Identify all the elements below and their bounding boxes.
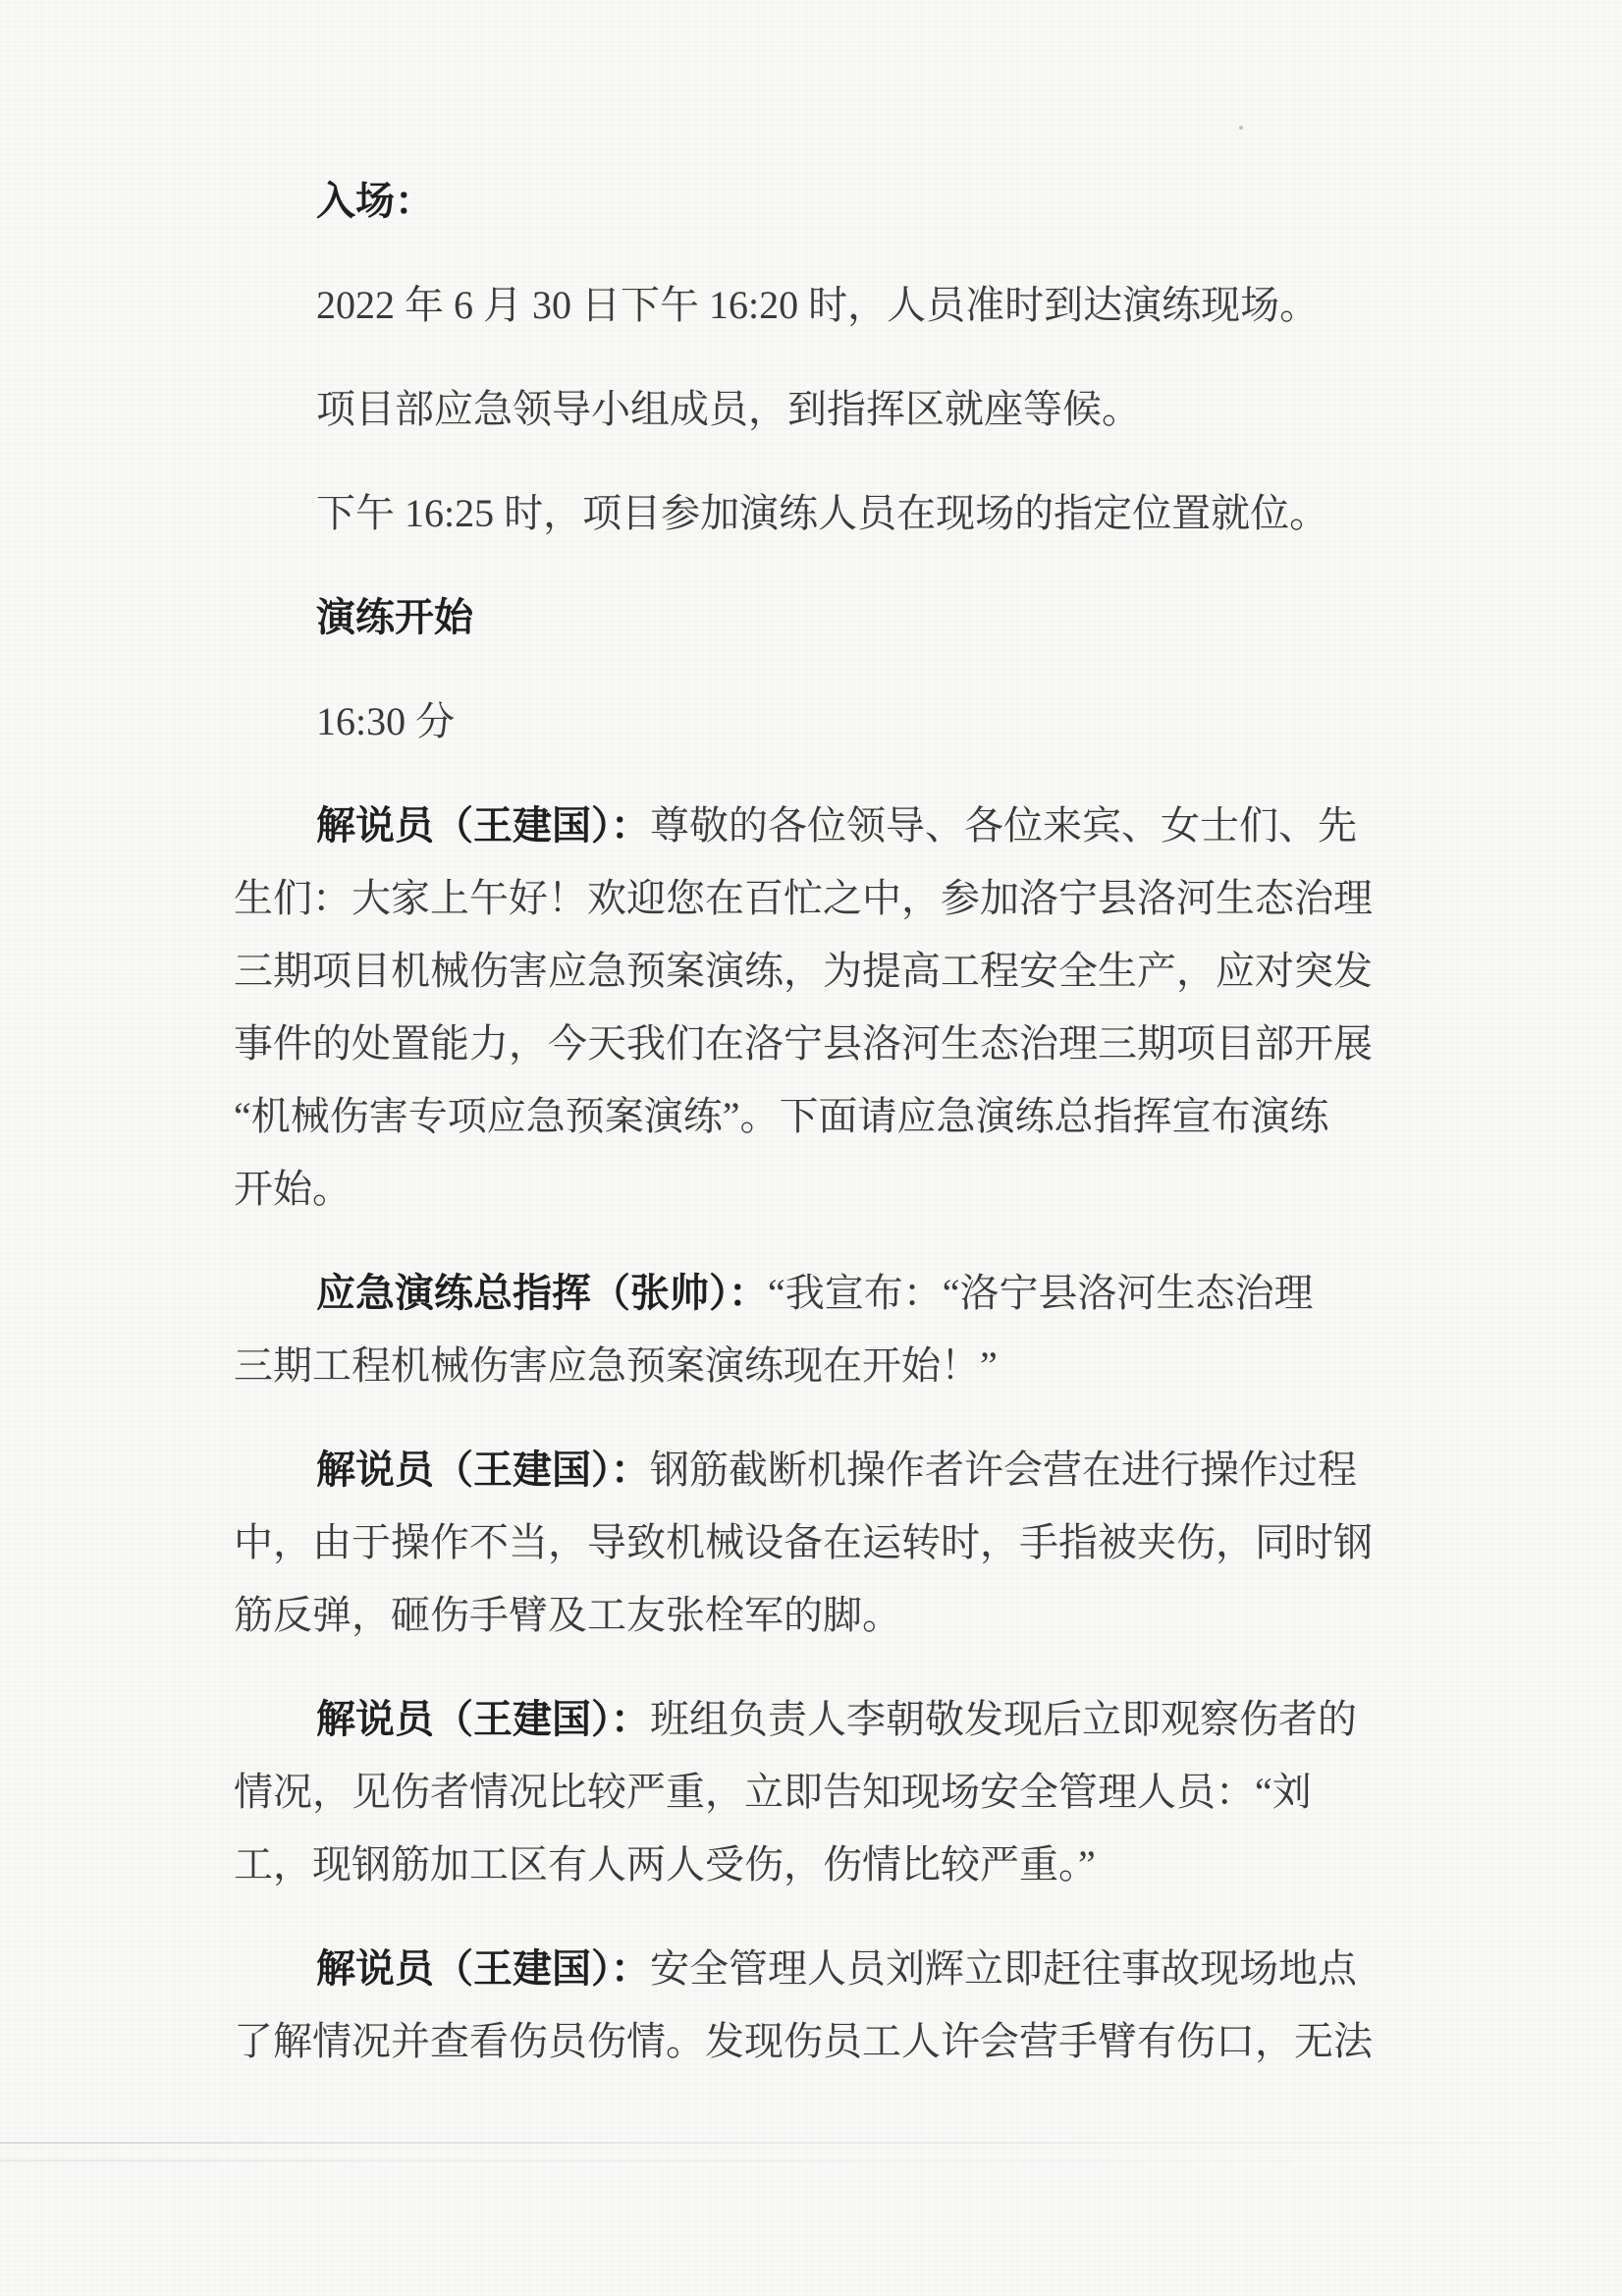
text-line: [234, 1330, 1382, 1402]
paragraph: [234, 685, 1382, 758]
scan-artifact-line: [0, 2159, 1622, 2161]
speaker-label: 解说员（王建国）：: [316, 803, 650, 847]
line-text: “我宣布：“洛宁县洛河生态治理: [768, 1271, 1314, 1315]
text-line: [234, 1933, 1382, 2005]
text-line: [234, 2005, 1382, 2078]
speaker-label: 解说员（王建国）：: [316, 1946, 650, 1991]
text-line: [234, 935, 1382, 1008]
paragraph: [234, 790, 1382, 1226]
text-line: [234, 1683, 1382, 1756]
scan-artifact-line: [0, 2142, 1622, 2144]
paragraph: [234, 165, 1382, 238]
text-line: [234, 1153, 1382, 1226]
text-line: [234, 1829, 1382, 1901]
line-text: 16:30 分: [316, 699, 456, 743]
text-line: [234, 1257, 1382, 1330]
text-line: [234, 1579, 1382, 1652]
paragraph: [234, 269, 1382, 342]
speaker-label: 解说员（王建国）：: [316, 1448, 650, 1492]
text-line: [234, 790, 1382, 862]
paragraph: [234, 1257, 1382, 1402]
line-text: 生们：大家上午好！欢迎您在百忙之中，参加洛宁县洛河生态治理: [234, 876, 1373, 920]
text-line: [234, 269, 1382, 342]
text-line: [234, 165, 1382, 238]
text-line: [234, 581, 1382, 654]
text-line: [234, 862, 1382, 935]
paragraph: [234, 1683, 1382, 1901]
line-text: 钢筋截断机操作者许会营在进行操作过程: [650, 1448, 1357, 1492]
speaker-label: 演练开始: [316, 595, 473, 639]
text-line: [234, 477, 1382, 550]
paragraph: [234, 581, 1382, 654]
text-line: [234, 1756, 1382, 1829]
speaker-label: 应急演练总指挥（张帅）：: [316, 1271, 768, 1315]
line-text: 事件的处置能力，今天我们在洛宁县洛河生态治理三期项目部开展: [234, 1021, 1373, 1066]
paragraph: [234, 1933, 1382, 2078]
line-text: 了解情况并查看伤员伤情。发现伤员工人许会营手臂有伤口，无法: [234, 2019, 1373, 2063]
line-text: 工，现钢筋加工区有人两人受伤，伤情比较严重。”: [234, 1842, 1096, 1886]
line-text: 筋反弹，砸伤手臂及工友张栓军的脚。: [234, 1593, 901, 1637]
text-line: [234, 1506, 1382, 1579]
text-line: [234, 1008, 1382, 1080]
speaker-label: 入场：: [316, 179, 434, 223]
text-line: [234, 685, 1382, 758]
line-text: 下午 16:25 时，项目参加演练人员在现场的指定位置就位。: [316, 491, 1329, 535]
line-text: 安全管理人员刘辉立即赶往事故现场地点: [650, 1946, 1357, 1991]
line-text: 三期工程机械伤害应急预案演练现在开始！”: [234, 1343, 998, 1388]
scan-speck: [1239, 126, 1243, 130]
line-text: 三期项目机械伤害应急预案演练，为提高工程安全生产，应对突发: [234, 949, 1373, 993]
line-text: “机械伤害专项应急预案演练”。下面请应急演练总指挥宣布演练: [234, 1094, 1329, 1138]
text-line: [234, 1080, 1382, 1153]
line-text: 项目部应急领导小组成员，到指挥区就座等候。: [316, 387, 1141, 431]
line-text: 情况，见伤者情况比较严重，立即告知现场安全管理人员：“刘: [234, 1770, 1312, 1814]
paragraph: [234, 1434, 1382, 1652]
line-text: 班组负责人李朝敬发现后立即观察伤者的: [650, 1697, 1357, 1741]
line-text: 尊敬的各位领导、各位来宾、女士们、先: [650, 803, 1357, 847]
line-text: 开始。: [234, 1167, 351, 1211]
speaker-label: 解说员（王建国）：: [316, 1697, 650, 1741]
paragraph: [234, 477, 1382, 550]
paragraph: [234, 373, 1382, 446]
line-text: 中，由于操作不当，导致机械设备在运转时，手指被夹伤，同时钢: [234, 1520, 1373, 1564]
document-body: [234, 165, 1382, 2109]
text-line: [234, 373, 1382, 446]
line-text: 2022 年 6 月 30 日下午 16:20 时，人员准时到达演练现场。: [316, 283, 1320, 327]
text-line: [234, 1434, 1382, 1506]
